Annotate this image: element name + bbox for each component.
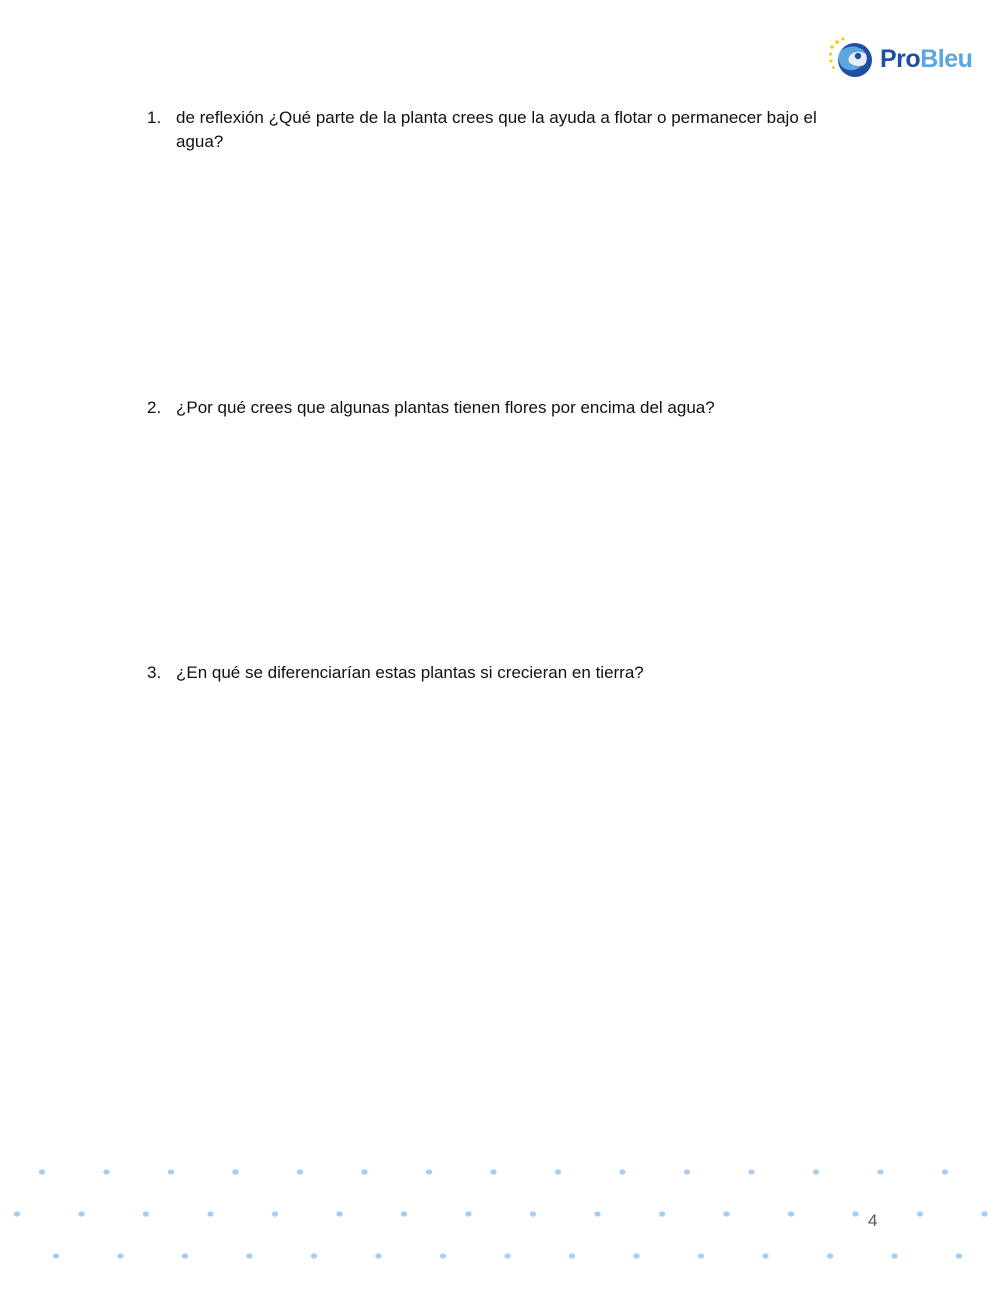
decorative-dot bbox=[207, 1211, 213, 1216]
decorative-dot bbox=[14, 1211, 20, 1216]
decorative-dot bbox=[569, 1253, 575, 1258]
decorative-dot bbox=[401, 1211, 407, 1216]
decorative-dot bbox=[748, 1169, 754, 1174]
decorative-dot-pattern bbox=[0, 1150, 1000, 1280]
decorative-dot bbox=[232, 1169, 238, 1174]
probleu-logo bbox=[828, 36, 972, 82]
decorative-dot bbox=[440, 1253, 446, 1258]
decorative-dot bbox=[555, 1169, 561, 1174]
question-item-1 bbox=[147, 106, 867, 154]
question-text: de reflexión ¿Qué parte de la planta crees que la ayuda a flotar o permanecer bajo el agua? bbox=[176, 108, 817, 151]
decorative-dot bbox=[827, 1253, 833, 1258]
decorative-dot bbox=[956, 1253, 962, 1258]
logo-bleu-text: Bleu bbox=[920, 44, 973, 73]
decorative-dot bbox=[465, 1211, 471, 1216]
decorative-dot bbox=[143, 1211, 149, 1216]
decorative-dot bbox=[530, 1211, 536, 1216]
decorative-dot bbox=[788, 1211, 794, 1216]
decorative-dot bbox=[981, 1211, 987, 1216]
decorative-dot bbox=[619, 1169, 625, 1174]
question-number: 3. bbox=[147, 663, 162, 682]
decorative-dot bbox=[336, 1211, 342, 1216]
decorative-dot bbox=[942, 1169, 948, 1174]
decorative-dot bbox=[490, 1169, 496, 1174]
question-text: ¿Por qué crees que algunas plantas tienen flores por encima del agua? bbox=[176, 398, 715, 417]
decorative-dot bbox=[361, 1169, 367, 1174]
question-item-3 bbox=[147, 661, 867, 685]
decorative-dot bbox=[311, 1253, 317, 1258]
decorative-dot bbox=[78, 1211, 84, 1216]
decorative-dot bbox=[762, 1253, 768, 1258]
question-text: ¿En qué se diferenciarían estas plantas si crecieran en tierra? bbox=[176, 663, 644, 682]
decorative-dot bbox=[117, 1253, 123, 1258]
decorative-dot bbox=[698, 1253, 704, 1258]
decorative-dot bbox=[426, 1169, 432, 1174]
probleu-emblem-icon bbox=[828, 36, 874, 82]
question-number: 1. bbox=[147, 108, 162, 127]
decorative-dot bbox=[504, 1253, 510, 1258]
decorative-dot bbox=[39, 1169, 45, 1174]
decorative-dot bbox=[891, 1253, 897, 1258]
question-number: 2. bbox=[147, 398, 162, 417]
decorative-dot bbox=[375, 1253, 381, 1258]
decorative-dot bbox=[53, 1253, 59, 1258]
question-item-2 bbox=[147, 396, 867, 420]
logo-pro-text: Pro bbox=[880, 44, 921, 73]
decorative-dot bbox=[684, 1169, 690, 1174]
decorative-dot bbox=[168, 1169, 174, 1174]
decorative-dot bbox=[246, 1253, 252, 1258]
decorative-dot bbox=[103, 1169, 109, 1174]
logo-wordmark bbox=[880, 44, 973, 73]
decorative-dot bbox=[877, 1169, 883, 1174]
decorative-dot bbox=[182, 1253, 188, 1258]
decorative-dot bbox=[917, 1211, 923, 1216]
decorative-dot bbox=[852, 1211, 858, 1216]
decorative-dot bbox=[633, 1253, 639, 1258]
decorative-dot bbox=[659, 1211, 665, 1216]
decorative-dot bbox=[723, 1211, 729, 1216]
decorative-dot bbox=[297, 1169, 303, 1174]
decorative-dot bbox=[594, 1211, 600, 1216]
page-number: 4 bbox=[868, 1211, 878, 1230]
decorative-dot bbox=[813, 1169, 819, 1174]
decorative-dot bbox=[272, 1211, 278, 1216]
